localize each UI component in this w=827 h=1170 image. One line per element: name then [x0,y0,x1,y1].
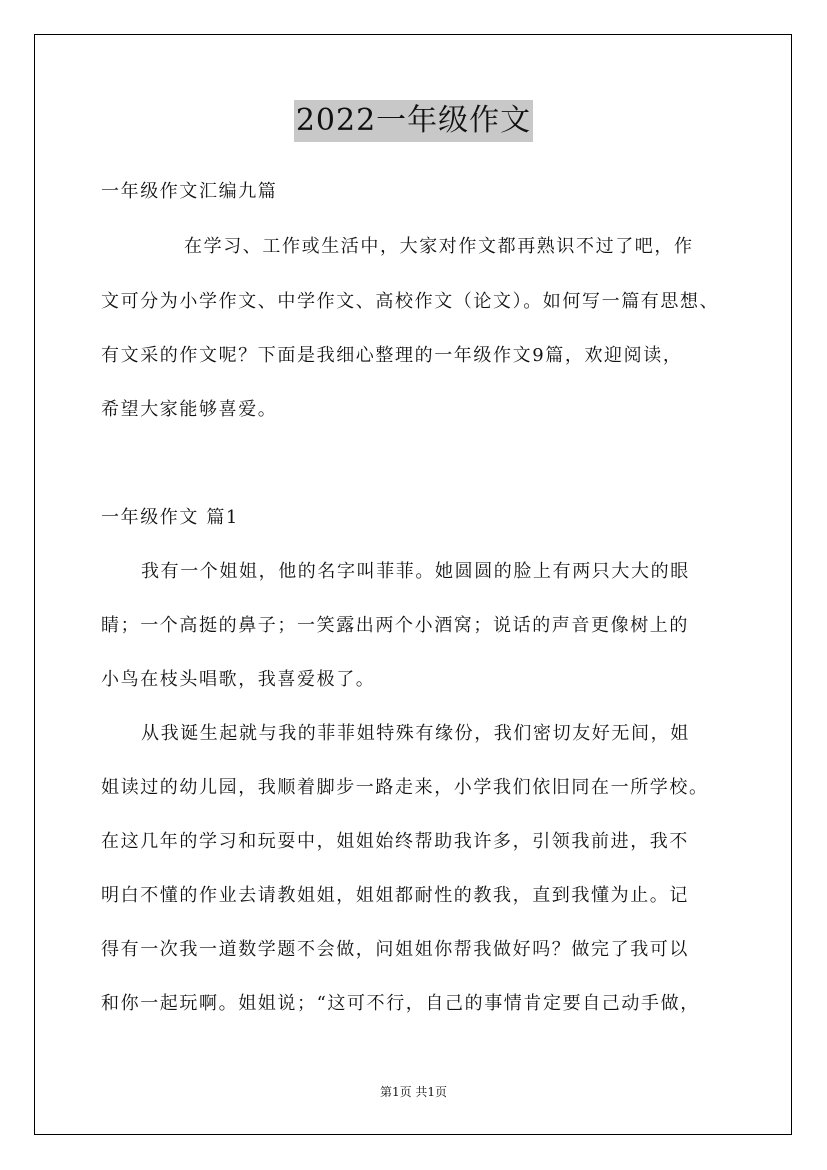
intro-line-1: 在学习、工作或生活中，大家对作文都再熟识不过了吧，作 [184,236,694,257]
title-container [0,100,827,142]
intro-line-4: 希望大家能够喜爱。 [101,399,278,420]
body-line-3: 小鸟在枝头唱歌，我喜爱极了。 [101,669,376,690]
page-footer: 第1页 共1页 [379,1085,448,1099]
body-line-5: 姐读过的幼儿园，我顺着脚步一路走来，小学我们依旧同在一所学校。 [101,777,709,798]
body-line-4: 从我诞生起就与我的菲菲姐特殊有缘份，我们密切友好无间，姐 [141,723,690,744]
body-line-6: 在这几年的学习和玩耍中，姐姐始终帮助我许多，引领我前进，我不 [101,831,689,852]
section-heading: 一年级作文 篇1 [101,507,239,528]
intro-line-3: 有文采的作文呢？下面是我细心整理的一年级作文9篇，欢迎阅读， [101,345,683,366]
body-line-2: 睛；一个高挺的鼻子；一笑露出两个小酒窝；说话的声音更像树上的 [101,615,689,636]
document-subtitle: 一年级作文汇编九篇 [101,181,278,202]
intro-line-2: 文可分为小学作文、中学作文、高校作文（论文）。如何写一篇有思想、 [101,291,720,312]
document-title: 2022一年级作文 [294,100,533,142]
body-line-1: 我有一个姐姐，他的名字叫菲菲。她圆圆的脸上有两只大大的眼 [141,561,690,582]
body-line-9: 和你一起玩啊。姐姐说；“这可不行，自己的事情肯定要自己动手做， [101,993,700,1014]
body-line-8: 得有一次我一道数学题不会做，问姐姐你帮我做好吗？做完了我可以 [101,939,689,960]
body-line-7: 明白不懂的作业去请教姐姐，姐姐都耐性的教我，直到我懂为止。记 [101,885,689,906]
